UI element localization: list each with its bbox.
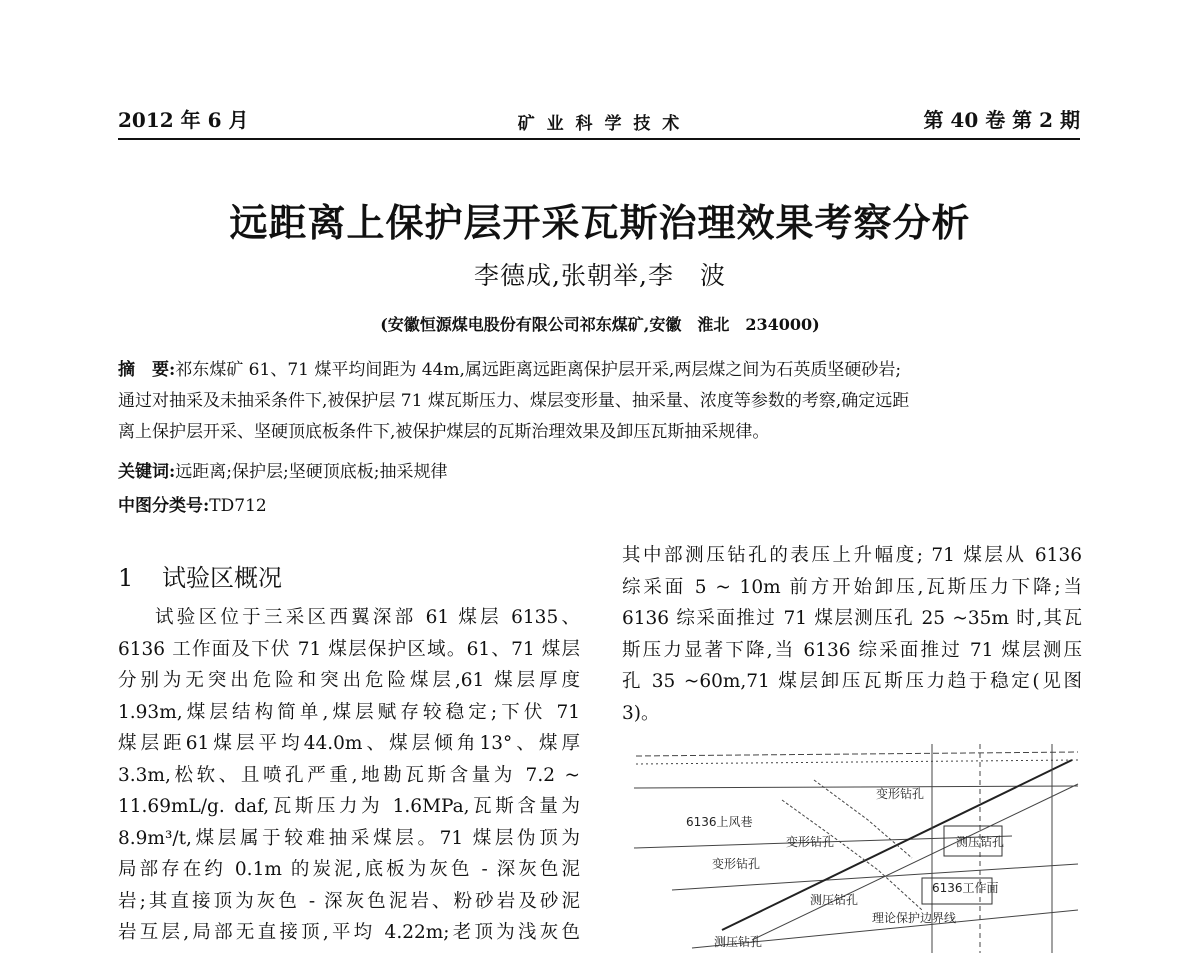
clc-text: TD712 <box>209 496 267 516</box>
left-line: 6136 工作面及下伏 71 煤层保护区域。61、71 煤层 <box>118 638 580 660</box>
figure-label-boundary: 理论保护边界线 <box>872 911 957 925</box>
right-line: 综采面 5 ~ 10m 前方开始卸压,瓦斯压力下降;当 <box>622 576 1082 598</box>
figure-label-deform-2: 变形钻孔 <box>786 835 835 849</box>
section-heading <box>118 558 282 593</box>
left-column <box>118 602 580 949</box>
paper-title: 远距离上保护层开采瓦斯治理效果考察分析 <box>229 200 971 245</box>
section-number: 1 <box>118 564 134 592</box>
right-line: 孔 35 ~60m,71 煤层卸压瓦斯压力趋于稳定(见图 <box>622 671 1082 692</box>
figure-label-roadway: 6136上风巷 <box>686 815 753 829</box>
keywords-text: 远距离;保护层;坚硬顶底板;抽采规律 <box>175 462 448 482</box>
abstract-line-1 <box>118 355 1082 386</box>
paper-authors: 李德成,张朝举,李 波 <box>474 261 726 290</box>
clc-label: 中图分类号: <box>118 496 210 516</box>
abstract-line-3: 离上保护层开采、坚硬顶底板条件下,被保护煤层的瓦斯治理效果及卸压瓦斯抽采规律。 <box>118 422 770 442</box>
right-line: 3)。 <box>622 702 660 724</box>
figure-label-deform-3: 变形钻孔 <box>712 857 761 871</box>
figure-label-deform-1: 变形钻孔 <box>876 787 925 801</box>
figure-label-pressure-3: 测压钻孔 <box>714 935 763 949</box>
paper-affiliation: (安徽恒源煤电股份有限公司祁东煤矿,安徽 淮北 234000) <box>380 315 820 334</box>
keywords-label: 关键词: <box>118 462 176 482</box>
left-line: 试验区位于三采区西翼深部 61 煤层 6135、 <box>155 607 580 628</box>
section-title: 试验区概况 <box>162 564 282 592</box>
figure-label-pressure-2: 测压钻孔 <box>810 893 859 907</box>
header-issue: 第 40 卷 第 2 期 <box>923 108 1080 132</box>
header-journal: 矿 业 科 学 技 术 <box>517 114 683 134</box>
right-column <box>622 540 1082 729</box>
left-line: 1.93m,煤层结构简单,煤层赋存较稳定;下伏 71 <box>118 701 580 723</box>
right-line: 斯压力显著下降,当 6136 综采面推过 71 煤层测压 <box>622 639 1082 661</box>
left-line: 岩互层,局部无直接顶,平均 4.22m;老顶为浅灰色 <box>118 922 580 943</box>
left-line: 8.9m³/t,煤层属于较难抽采煤层。71 煤层伪顶为 <box>118 827 580 849</box>
left-line: 3.3m,松软、且喷孔严重,地勘瓦斯含量为 7.2 ~ <box>118 764 580 786</box>
classification-number <box>118 491 267 516</box>
abstract-text-1: 祁东煤矿 61、71 煤平均间距为 44m,属远距离远距离保护层开采,两层煤之间为石英质坚硬砂岩; <box>175 360 902 380</box>
figure-label-face: 6136工作面 <box>932 881 999 895</box>
header-divider <box>118 138 1080 140</box>
left-line: 11.69mL/g. daf,瓦斯压力为 1.6MPa,瓦斯含量为 <box>118 796 580 817</box>
abstract-line-2: 通过对抽采及未抽采条件下,被保护层 71 煤瓦斯压力、煤层变形量、抽采量、浓度等参数的考察,确定远距 <box>118 391 910 411</box>
abstract <box>118 355 1082 448</box>
left-line: 岩;其直接顶为灰色 - 深灰色泥岩、粉砂岩及砂泥 <box>118 890 580 912</box>
figure-label-pressure-1: 测压钻孔 <box>956 835 1005 849</box>
right-line: 其中部测压钻孔的表压上升幅度; 71 煤层从 6136 <box>622 545 1082 566</box>
left-line: 局部存在约 0.1m 的炭泥,底板为灰色 - 深灰色泥 <box>118 859 580 880</box>
keywords <box>118 457 447 482</box>
left-line: 煤层距61煤层平均44.0m、煤层倾角13°、煤厚 <box>118 733 580 754</box>
header-date: 2012 年 6 月 <box>118 108 249 132</box>
abstract-label: 摘 要: <box>118 360 176 380</box>
figure-mine-plan <box>632 740 1080 953</box>
left-line: 分别为无突出危险和突出危险煤层,61 煤层厚度 <box>118 670 580 691</box>
right-line: 6136 综采面推过 71 煤层测压孔 25 ~35m 时,其瓦 <box>622 608 1082 629</box>
